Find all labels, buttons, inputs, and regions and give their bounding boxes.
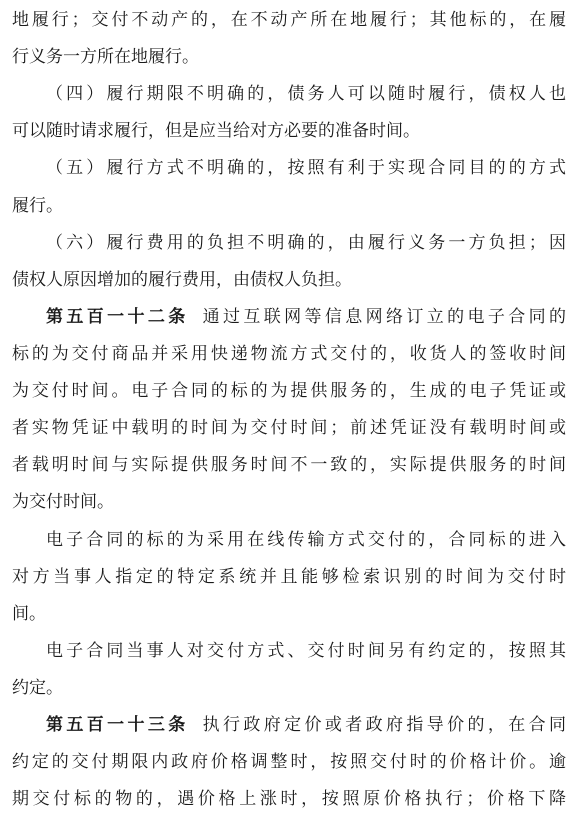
text-line: 可以随时请求履行，但是应当给对方必要的准备时间。 (12, 121, 420, 141)
text-line: 电子合同当事人对交付方式、交付时间另有约定的，按照其 (46, 641, 566, 661)
text-line: 间。 (12, 604, 46, 624)
article-heading-513: 第五百一十三条 (46, 715, 189, 735)
text-line: 者载明时间与实际提供服务时间不一致的，实际提供服务的时间 (12, 455, 566, 475)
text-line: 履行。 (12, 196, 63, 216)
text-line: 地履行；交付不动产的，在不动产所在地履行；其他标的，在履 (12, 10, 566, 30)
text-line: 者实物凭证中载明的时间为交付时间；前述凭证没有载明时间或 (12, 418, 566, 438)
text-line: 行义务一方所在地履行。 (12, 47, 199, 67)
article-513-first-line (46, 712, 566, 738)
text-line: 执行政府定价或者政府指导价的，在合同 (202, 715, 566, 735)
text-line: （六）履行费用的负担不明确的，由履行义务一方负担；因 (46, 233, 566, 253)
text-line: 债权人原因增加的履行费用，由债权人负担。 (12, 270, 352, 290)
text-line: 标的为交付商品并采用快递物流方式交付的，收货人的签收时间 (12, 344, 566, 364)
text-line: （四）履行期限不明确的，债务人可以随时履行，债权人也 (46, 84, 566, 104)
text-line: 对方当事人指定的特定系统并且能够检索识别的时间为交付时 (12, 567, 566, 587)
text-line: 期交付标的物的，遇价格上涨时，按照原价格执行；价格下降 (12, 789, 566, 809)
text-line: 为交付时间。电子合同的标的为提供服务的，生成的电子凭证或 (12, 381, 566, 401)
text-line: 为交付时间。 (12, 492, 114, 512)
text-line: 通过互联网等信息网络订立的电子合同的 (202, 307, 566, 327)
article-512-first-line (46, 304, 566, 330)
text-line: （五）履行方式不明确的，按照有利于实现合同目的的方式 (46, 158, 566, 178)
text-line: 约定的交付期限内政府价格调整时，按照交付时的价格计价。逾 (12, 752, 566, 772)
text-line: 电子合同的标的为采用在线传输方式交付的，合同标的进入 (46, 530, 566, 550)
article-heading-512: 第五百一十二条 (46, 307, 189, 327)
text-line: 约定。 (12, 678, 63, 698)
